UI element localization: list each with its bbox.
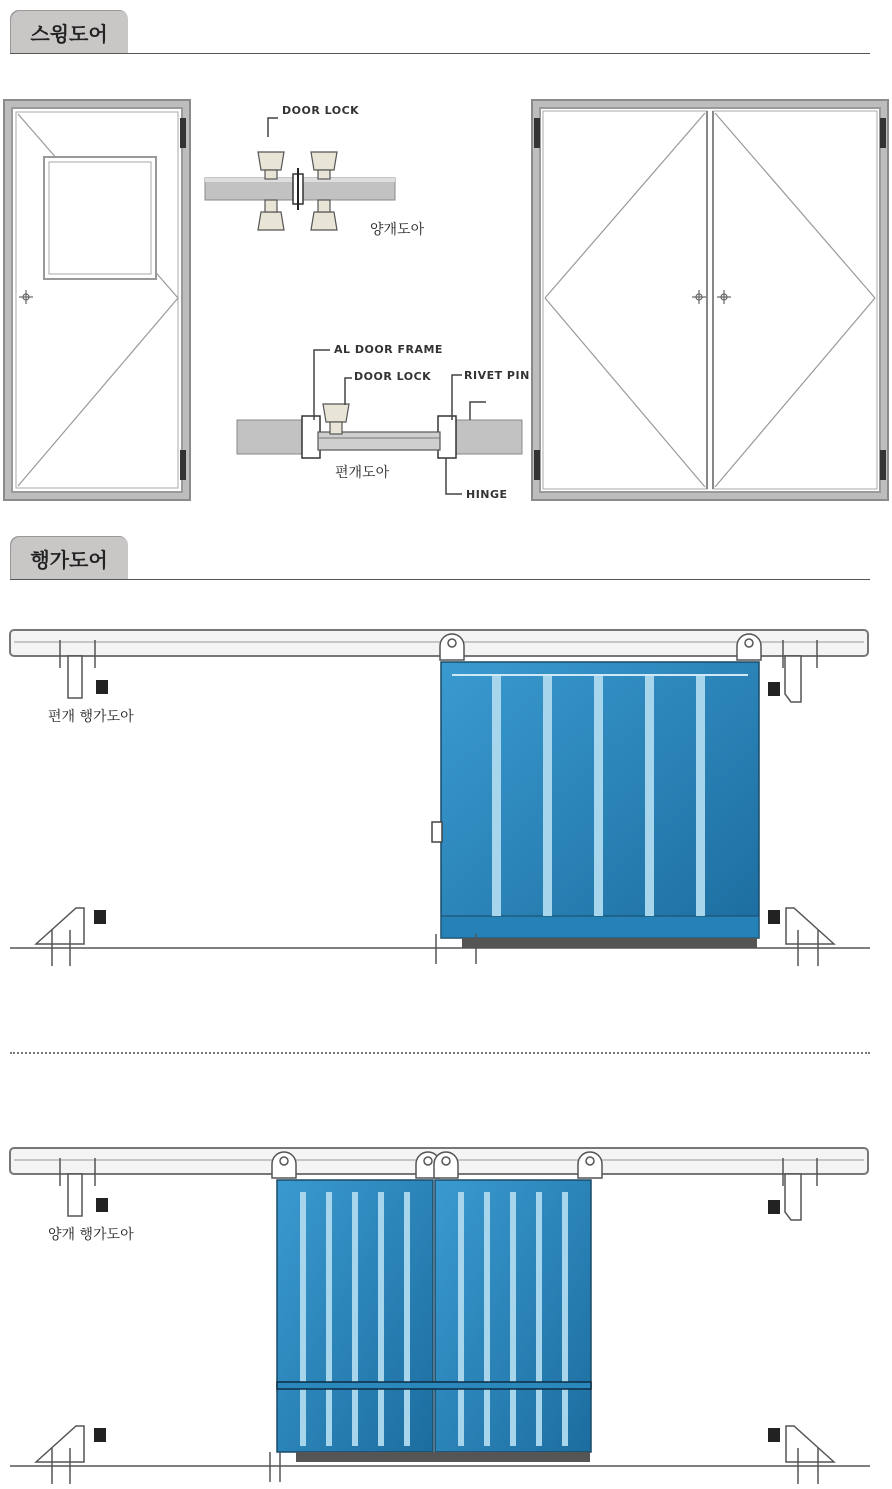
section-tab-hanger-door [10, 536, 128, 580]
section-title: 행가도어 [30, 547, 108, 572]
single-door-label: 편개도아 [335, 465, 390, 481]
sliding-door-panel [277, 1180, 591, 1462]
section-title: 스윙도어 [30, 21, 108, 46]
swing-door-drawings [0, 0, 892, 540]
door-lock-label: DOOR LOCK [354, 370, 432, 383]
door-stop [768, 1158, 817, 1220]
hinge-label: HINGE [466, 488, 508, 501]
door-hanger [272, 1152, 602, 1178]
double-swing-door [532, 100, 888, 500]
double-door-plan [205, 118, 395, 230]
rivet-pin-label: RIVET PIN [464, 369, 530, 382]
hanger-rail [10, 1148, 868, 1174]
double-hanger-door-label: 양개 행가도아 [48, 1227, 134, 1243]
sliding-door-panel [432, 662, 759, 948]
door-stop [768, 640, 817, 702]
door-stop [60, 640, 108, 698]
door-hanger [440, 634, 761, 660]
door-lock-label: DOOR LOCK [282, 104, 360, 117]
door-stop [60, 1158, 108, 1216]
floor-line [10, 908, 870, 966]
dotted-divider [10, 1052, 870, 1054]
double-door-label: 양개도아 [370, 222, 425, 238]
al-door-frame-label: AL DOOR FRAME [334, 343, 443, 356]
single-swing-door [4, 100, 190, 500]
single-hanger-door-label: 편개 행가도아 [48, 709, 134, 725]
floor-line [10, 1426, 870, 1484]
hanger-rail [10, 630, 868, 656]
section-rule [10, 579, 870, 580]
